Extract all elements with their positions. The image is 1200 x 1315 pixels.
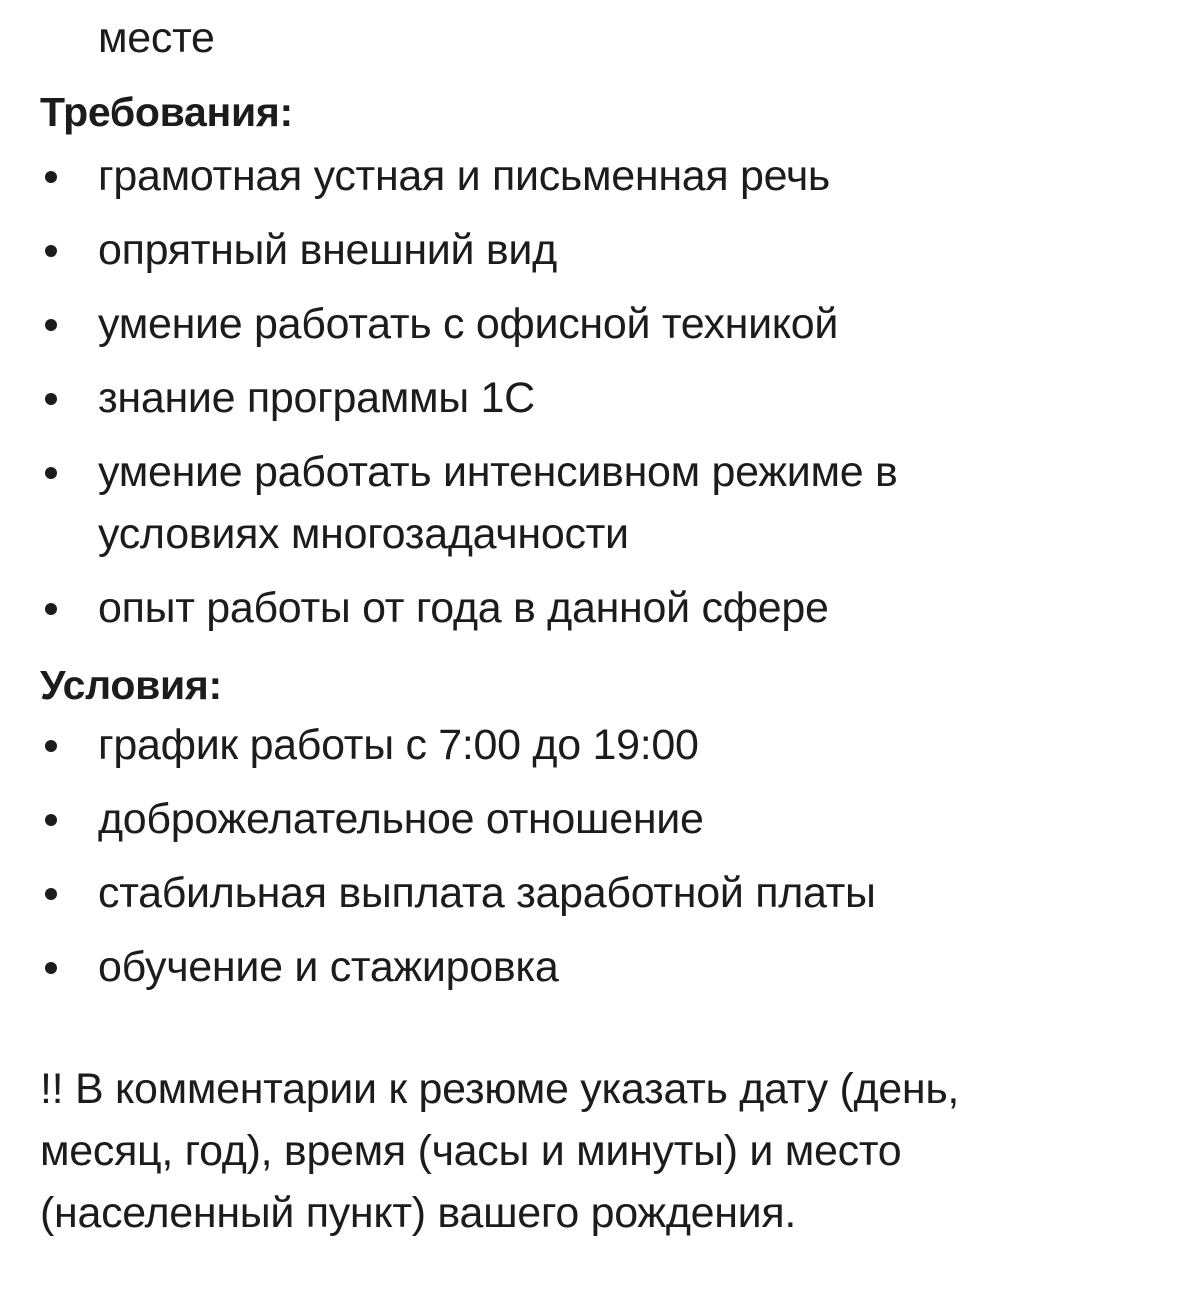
list-item-text: грамотная устная и письменная речь xyxy=(98,152,831,200)
list-item-text: доброжелательное отношение xyxy=(98,795,704,843)
list-item-text-continuation: условиях многозадачности xyxy=(98,510,629,558)
list-item xyxy=(0,367,1200,429)
list-item xyxy=(0,219,1200,281)
requirements-heading: Требования: xyxy=(40,89,293,135)
list-item-text: опрятный внешний вид xyxy=(98,226,557,274)
list-item xyxy=(0,577,1200,639)
resume-note xyxy=(40,1058,1160,1244)
bullet-icon xyxy=(45,171,57,183)
list-item xyxy=(0,145,1200,207)
list-item xyxy=(0,441,1200,565)
bullet-icon xyxy=(45,814,57,826)
list-item xyxy=(0,936,1200,998)
list-item-text: опыт работы от года в данной сфере xyxy=(98,584,829,632)
note-line: !! В комментарии к резюме указать дату (день, xyxy=(40,1065,960,1113)
bullet-icon xyxy=(45,740,57,752)
list-item-text: стабильная выплата заработной платы xyxy=(98,869,876,917)
bullet-icon xyxy=(45,603,57,615)
note-line: месяц, год), время (часы и минуты) и место xyxy=(40,1127,902,1175)
bullet-icon xyxy=(45,467,57,479)
list-item xyxy=(0,293,1200,355)
list-item-text: график работы с 7:00 до 19:00 xyxy=(98,721,699,769)
continuation-text: месте xyxy=(98,14,215,62)
list-item xyxy=(0,714,1200,776)
bullet-icon xyxy=(45,245,57,257)
bullet-icon xyxy=(45,393,57,405)
list-item xyxy=(0,788,1200,850)
requirements-list xyxy=(0,145,1200,639)
bullet-icon xyxy=(45,319,57,331)
list-item-text: умение работать с офисной техникой xyxy=(98,300,839,348)
conditions-list xyxy=(0,714,1200,998)
list-item-text: обучение и стажировка xyxy=(98,943,559,991)
bullet-icon xyxy=(45,888,57,900)
bullet-icon xyxy=(45,962,57,974)
list-item-text: знание программы 1С xyxy=(98,374,535,422)
note-line: (населенный пункт) вашего рождения. xyxy=(40,1189,797,1237)
list-item-text: умение работать интенсивном режиме в xyxy=(98,448,898,496)
conditions-heading: Условия: xyxy=(40,662,222,708)
list-item xyxy=(0,862,1200,924)
